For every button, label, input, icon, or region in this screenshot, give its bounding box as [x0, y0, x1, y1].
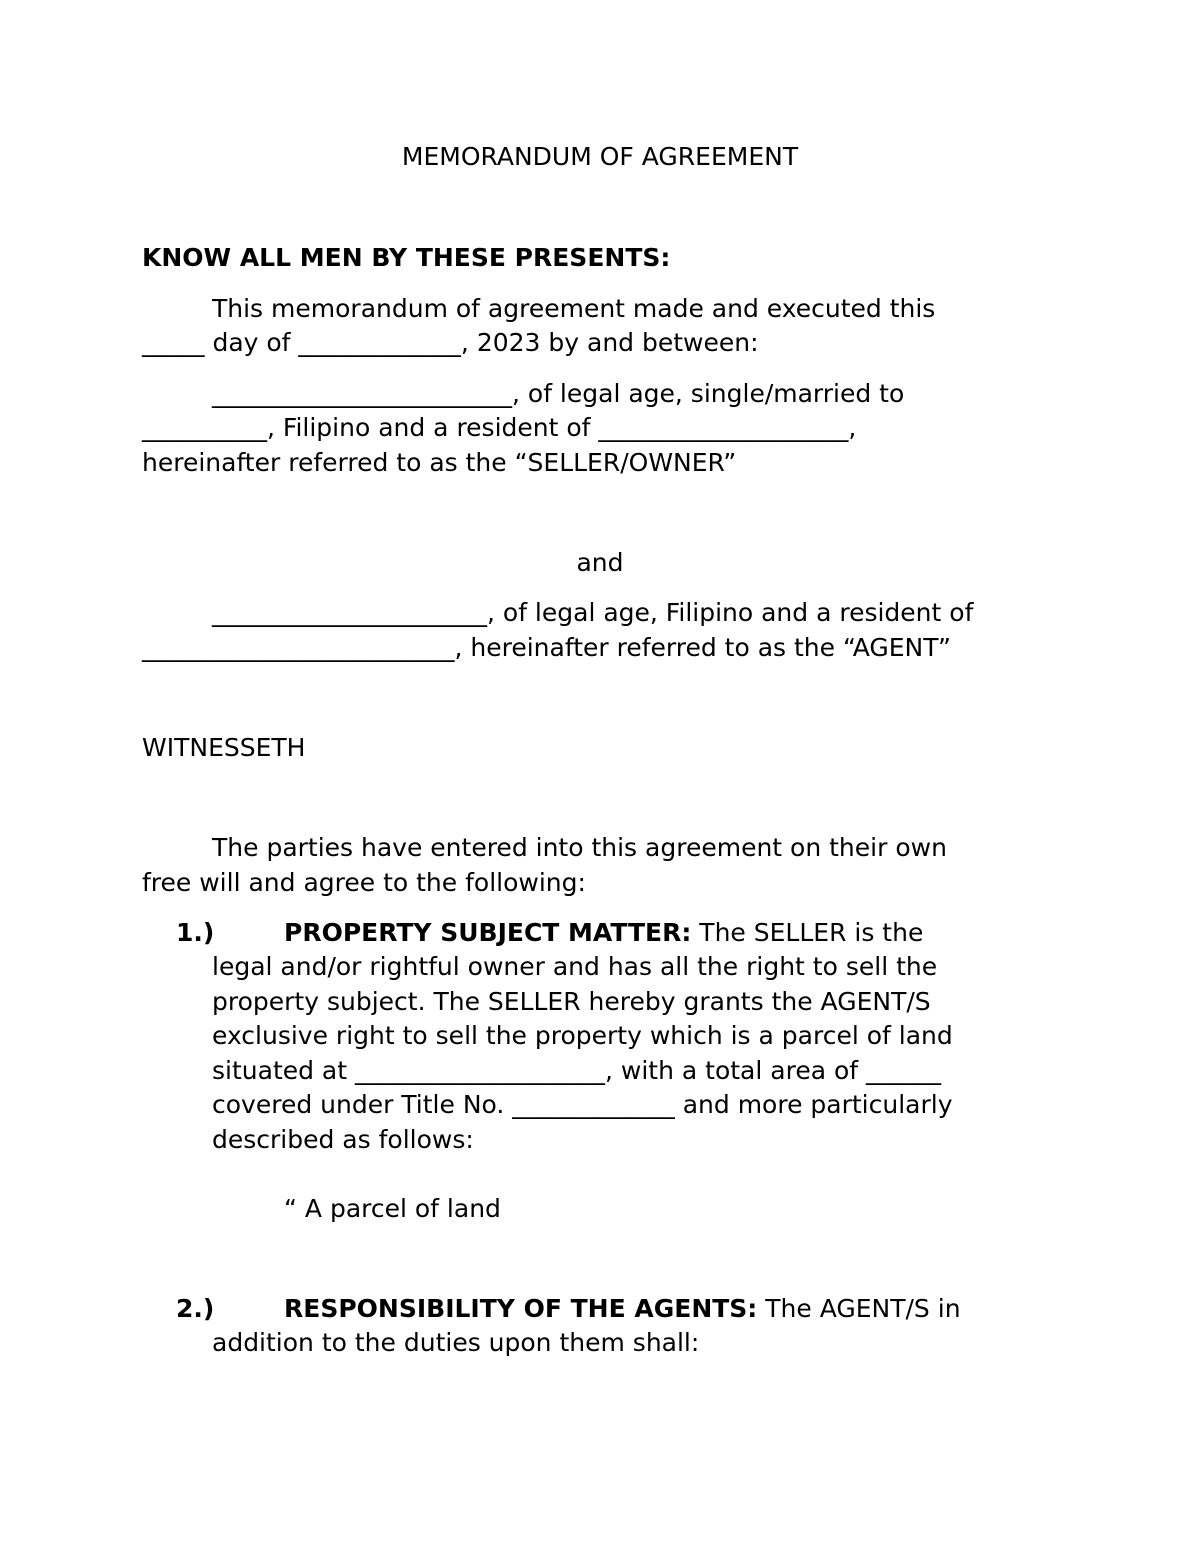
clause-2-heading: RESPONSIBILITY OF THE AGENTS: — [284, 1294, 758, 1323]
clause-1-line: covered under Title No. _____________ and more particularly — [212, 1090, 953, 1119]
clause-1-first-line-rest: The SELLER is the — [691, 918, 924, 947]
clause-1-first-line — [284, 916, 923, 950]
clause-1-number: 1.) — [176, 918, 215, 947]
document-title: MEMORANDUM OF AGREEMENT — [401, 142, 799, 171]
clause-2-line: addition to the duties upon them shall: — [212, 1328, 700, 1357]
parties-line-2: free will and agree to the following: — [142, 868, 586, 897]
seller-line-2: __________, Filipino and a resident of ____________________, — [142, 413, 857, 442]
agent-line-2: _________________________, hereinafter referred to as the “AGENT” — [142, 633, 951, 662]
clause-2-first-line-rest: The AGENT/S in — [757, 1294, 961, 1323]
clause-1-line: property subject. The SELLER hereby grants the AGENT/S — [212, 987, 931, 1016]
clause-1-line: exclusive right to sell the property which is a parcel of land — [212, 1021, 953, 1050]
witnesseth-heading: WITNESSETH — [142, 733, 306, 762]
clause-2-first-line — [284, 1292, 961, 1326]
intro-line-2: _____ day of _____________, 2023 by and between: — [142, 328, 759, 357]
seller-line-1: ________________________, of legal age, single/married to — [212, 379, 905, 408]
seller-line-3: hereinafter referred to as the “SELLER/OWNER” — [142, 448, 737, 477]
clause-2-number: 2.) — [176, 1294, 215, 1323]
agent-line-1: ______________________, of legal age, Filipino and a resident of — [212, 598, 974, 627]
intro-line-1: This memorandum of agreement made and executed this — [212, 294, 936, 323]
clause-1-heading: PROPERTY SUBJECT MATTER: — [284, 918, 692, 947]
clause-1-quote: “ A parcel of land — [284, 1194, 501, 1223]
clause-1-line: described as follows: — [212, 1125, 474, 1154]
parties-line-1: The parties have entered into this agreement on their own — [212, 833, 947, 862]
clause-1-line: legal and/or rightful owner and has all the right to sell the — [212, 952, 938, 981]
clause-1-line: situated at ____________________, with a total area of ______ — [212, 1056, 942, 1085]
opening-clause: KNOW ALL MEN BY THESE PRESENTS: — [142, 243, 671, 272]
and-separator: and — [576, 548, 624, 577]
